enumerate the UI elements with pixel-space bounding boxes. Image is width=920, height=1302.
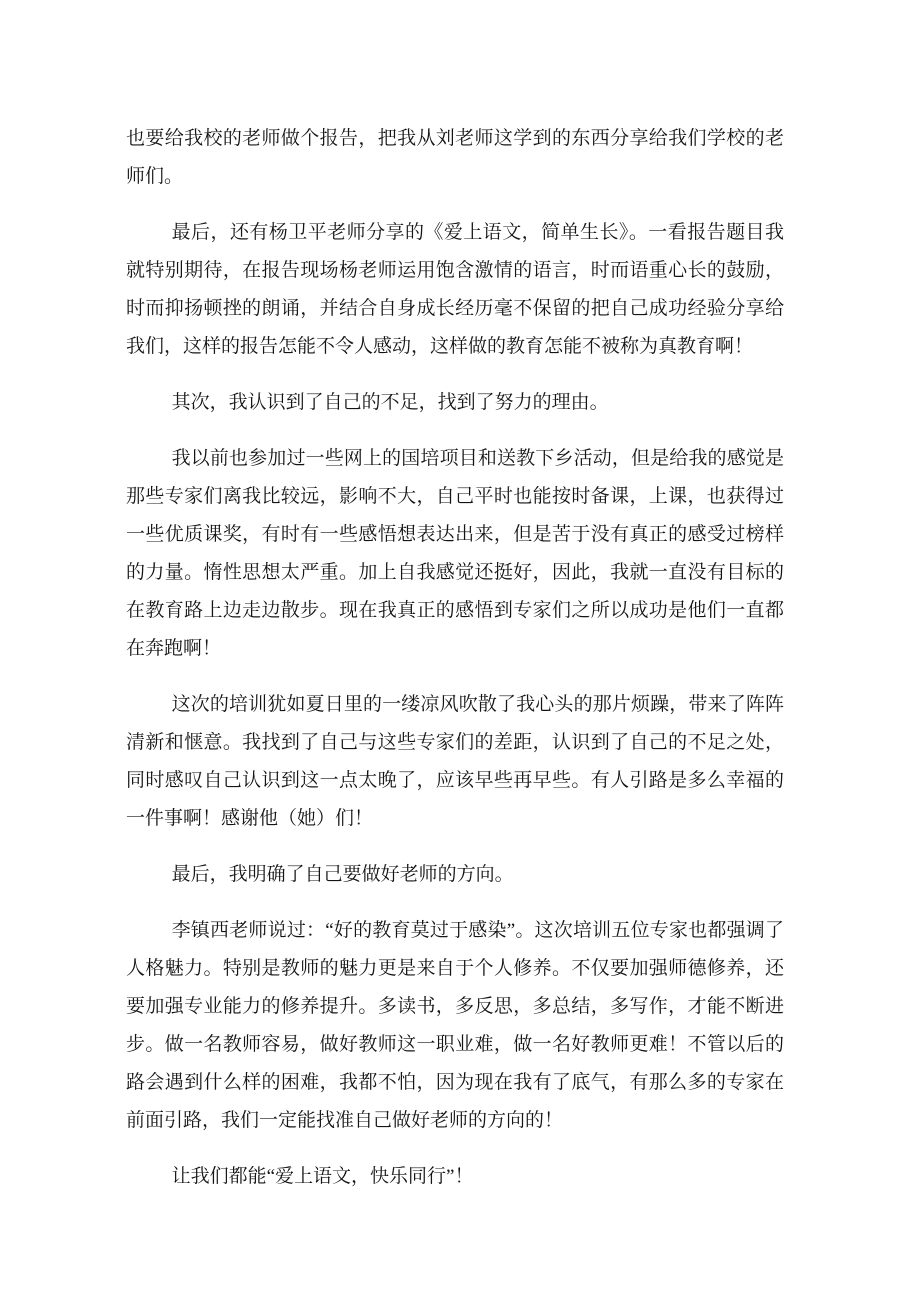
paragraph: 最后，我明确了自己要做好老师的方向。 [171, 864, 514, 885]
paragraph: 最后，还有杨卫平老师分享的《爱上语文，简单生长》。一看报告题目我就特别期待，在报告现场杨老师运用饱含激情的语言，时而语重心长的鼓励，时而抑扬顿挫的朗诵，并结合自身成长经历毫不保留的把自己成功经验分享给我们，这样的报告怎能不令人感动，这样做的教育怎能不被称为真教育啊！ [126, 222, 784, 357]
paragraph: 让我们都能“爱上语文，快乐同行”！ [171, 1166, 474, 1187]
paragraph: 李镇西老师说过：“好的教育莫过于感染”。这次培训五位专家也都强调了人格魅力。特别是教师的魅力更是来自于个人修养。不仅要加强师德修养，还要加强专业能力的修养提升。多读书，多反思，多总结，多写作，才能不断进步。做一名教师容易，做好教师这一职业难，做一名好教师更难！不管以后的路会遇到什么样的困难，我都不怕，因为现在我有了底气，有那么多的专家在前面引路，我们一定能找准自己做好老师的方向的！ [126, 920, 784, 1131]
paragraph: 其次，我认识到了自己的不足，找到了努力的理由。 [171, 392, 609, 413]
paragraph: 我以前也参加过一些网上的国培项目和送教下乡活动，但是给我的感觉是那些专家们离我比较远，影响不大，自己平时也能按时备课，上课，也获得过一些优质课奖，有时有一些感悟想表达出来，但是苦于没有真正的感受过榜样的力量。惰性思想太严重。加上自我感觉还挺好，因此，我就一直没有目标的在教育路上边走边散步。现在我真正的感悟到专家们之所以成功是他们一直都在奔跑啊！ [126, 448, 784, 659]
paragraph: 这次的培训犹如夏日里的一缕凉风吹散了我心头的那片烦躁，带来了阵阵清新和惬意。我找到了自己与这些专家们的差距，认识到了自己的不足之处，同时感叹自己认识到这一点太晚了，应该早些再早些。有人引路是多么幸福的一件事啊！感谢他（她）们！ [126, 694, 784, 829]
paragraph: 也要给我校的老师做个报告，把我从刘老师这学到的东西分享给我们学校的老师们。 [126, 128, 784, 187]
document-text-block [126, 120, 784, 1196]
